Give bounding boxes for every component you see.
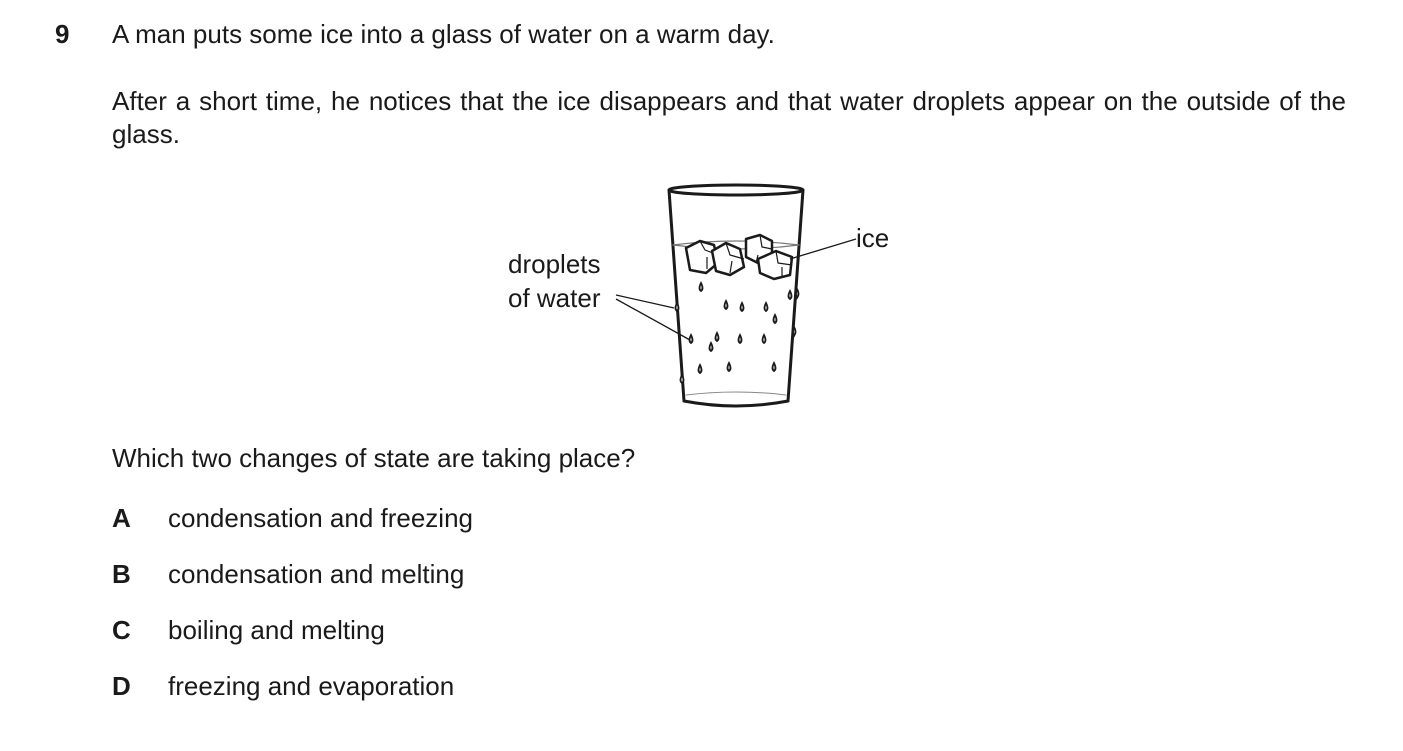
option-letter: B [112,559,131,589]
question-stem-line-2: After a short time, he notices that the ice disappears and that water droplets appear on the outside of the glass. [112,86,1346,149]
option-text: boiling and melting [168,615,385,645]
option-text: condensation and freezing [168,503,474,533]
option-letter: A [112,503,131,533]
droplets-label-line-1: droplets [508,249,601,279]
droplets-label-line-2: of water [508,283,601,313]
question-number: 9 [55,19,70,49]
question-stem-line-1: A man puts some ice into a glass of water on a warm day. [112,19,775,49]
droplets-label [508,247,601,315]
water-droplets [676,283,799,383]
option-text: freezing and evaporation [168,671,455,701]
question-prompt: Which two changes of state are taking place? [112,443,636,473]
option-letter: C [112,615,131,645]
option-text: condensation and melting [168,559,465,589]
glass-diagram [500,175,920,420]
option-letter: D [112,671,131,701]
ice-label: ice [856,223,890,253]
